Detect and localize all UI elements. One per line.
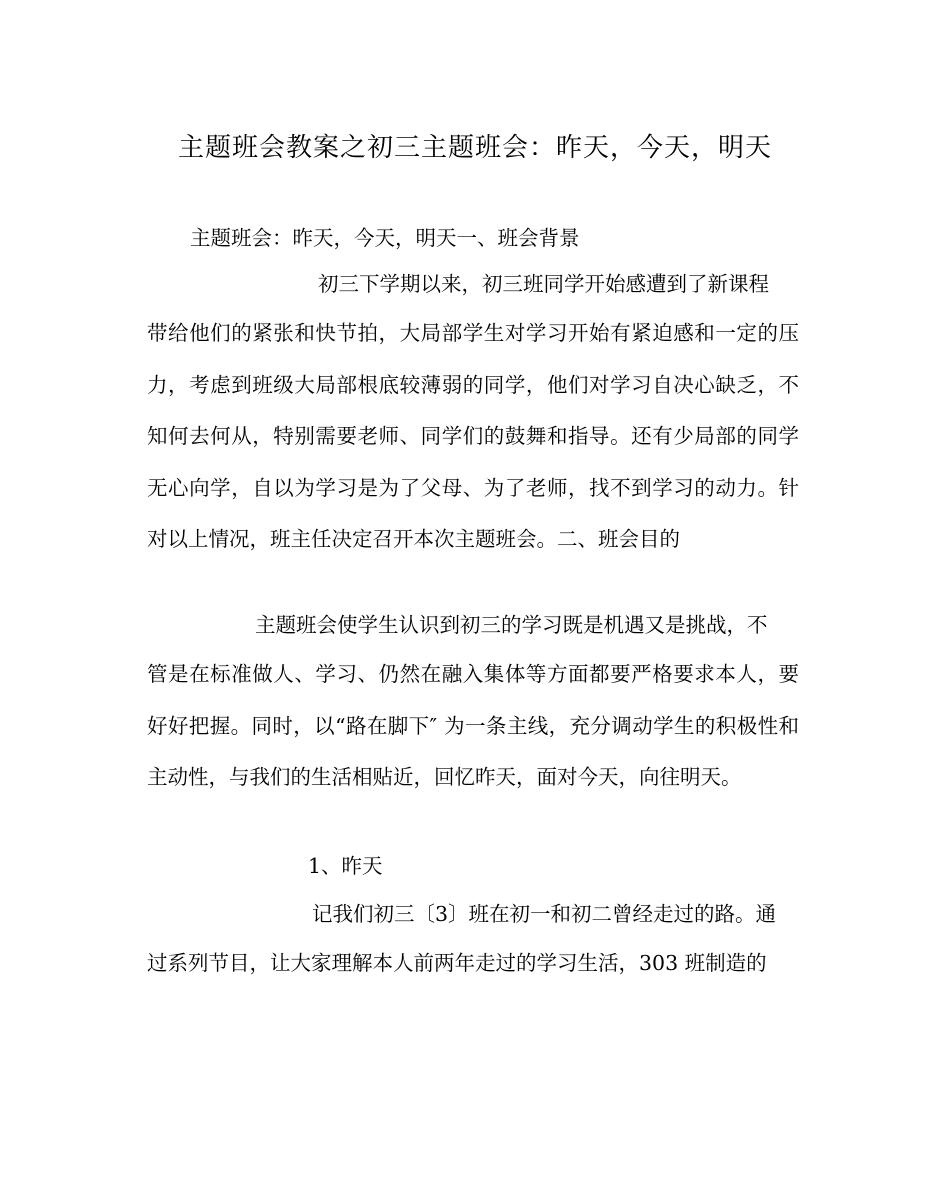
document-title: 主题班会教案之初三主题班会：昨天，今天，明天 [177,133,772,163]
section-yesterday-heading: 1、昨天 [308,854,383,878]
purpose-paragraph-first-line: 主题班会使学生认识到初三的学习既是机遇又是挑战，不 [255,613,768,637]
yesterday-paragraph-body: 过系列节目，让大家理解本人前两年走过的学习生活，303 班制造的 [147,951,767,975]
yesterday-paragraph-first-line: 记我们初三〔3〕班在初一和初二曾经走过的路。通 [312,902,777,926]
background-paragraph-body: 带给他们的紧张和快节拍，大局部学生对学习开始有紧迫感和一定的压力，考虑到班级大局部根底较薄弱的同学，他们对学习自决心缺乏，不知何去何从，特别需要老师、同学们的鼓舞和指导。还有少局部的同学无心向学，自以为学习是为了父母、为了老师，找不到学习的动力。针对以上情况，班主任决定召开本次主题班会。二、班会目的 [147,321,799,551]
heading-line: 主题班会：昨天，今天，明天一、班会背景 [190,226,580,250]
background-paragraph-first-line: 初三下学期以来，初三班同学开始感遭到了新课程 [318,272,769,296]
purpose-paragraph-body: 管是在标准做人、学习、仍然在融入集体等方面都要严格要求本人，要好好把握。同时，以“路在脚下″ 为一条主线，充分调动学生的积极性和主动性，与我们的生活相贴近，回忆昨天，面对今天，向往明天。 [147,662,799,789]
